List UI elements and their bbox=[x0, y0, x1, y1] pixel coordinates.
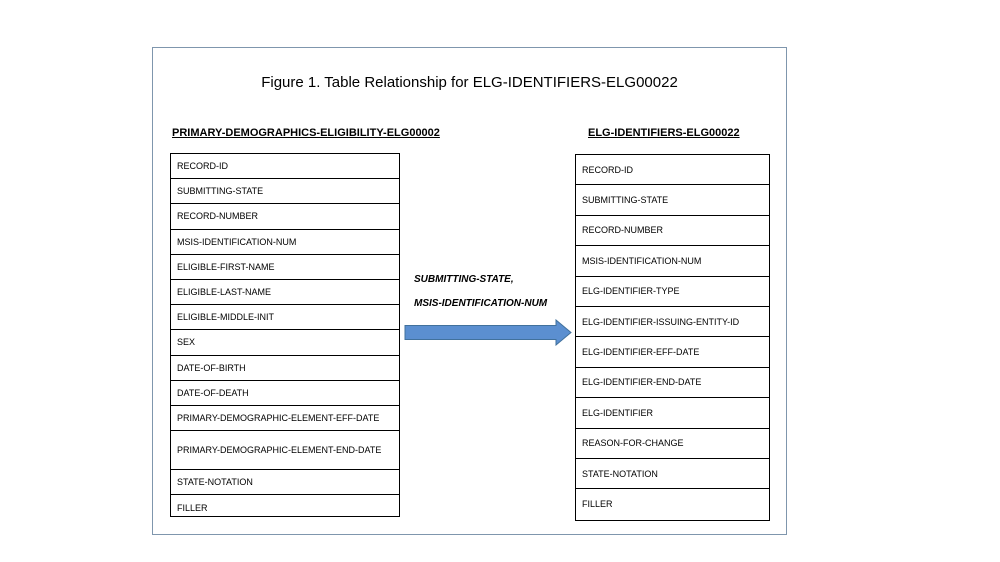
right-field-row: ELG-IDENTIFIER bbox=[576, 398, 769, 428]
left-field-row: ELIGIBLE-MIDDLE-INIT bbox=[171, 305, 399, 330]
right-field-row: SUBMITTING-STATE bbox=[576, 185, 769, 215]
left-field-row: PRIMARY-DEMOGRAPHIC-ELEMENT-END-DATE bbox=[171, 431, 399, 470]
left-field-row: STATE-NOTATION bbox=[171, 470, 399, 495]
figure-title: Figure 1. Table Relationship for ELG-IDENTIFIERS-ELG00022 bbox=[261, 74, 678, 91]
relationship-arrow-icon bbox=[404, 319, 572, 346]
left-table-heading: PRIMARY-DEMOGRAPHICS-ELIGIBILITY-ELG00002 bbox=[172, 127, 440, 139]
left-field-row: RECORD-NUMBER bbox=[171, 204, 399, 229]
left-field-row: PRIMARY-DEMOGRAPHIC-ELEMENT-EFF-DATE bbox=[171, 406, 399, 431]
left-field-row: MSIS-IDENTIFICATION-NUM bbox=[171, 230, 399, 255]
left-field-row: RECORD-ID bbox=[171, 154, 399, 179]
join-key-label: SUBMITTING-STATE, bbox=[414, 274, 514, 285]
right-field-row: ELG-IDENTIFIER-END-DATE bbox=[576, 368, 769, 398]
right-field-row: REASON-FOR-CHANGE bbox=[576, 429, 769, 459]
right-field-row: ELG-IDENTIFIER-ISSUING-ENTITY-ID bbox=[576, 307, 769, 337]
join-key-label: MSIS-IDENTIFICATION-NUM bbox=[414, 298, 548, 309]
right-table-heading: ELG-IDENTIFIERS-ELG00022 bbox=[588, 127, 740, 139]
left-field-row: DATE-OF-DEATH bbox=[171, 381, 399, 406]
right-field-row: RECORD-ID bbox=[576, 155, 769, 185]
right-field-row: MSIS-IDENTIFICATION-NUM bbox=[576, 246, 769, 276]
right-table bbox=[575, 154, 770, 521]
left-field-row: FILLER bbox=[177, 502, 208, 513]
left-field-row: DATE-OF-BIRTH bbox=[171, 356, 399, 381]
left-table bbox=[170, 153, 400, 517]
left-field-row: ELIGIBLE-FIRST-NAME bbox=[171, 255, 399, 280]
right-field-row: STATE-NOTATION bbox=[576, 459, 769, 489]
left-field-row: SUBMITTING-STATE bbox=[171, 179, 399, 204]
left-field-row: ELIGIBLE-LAST-NAME bbox=[171, 280, 399, 305]
right-field-row: ELG-IDENTIFIER-EFF-DATE bbox=[576, 337, 769, 367]
right-field-row: FILLER bbox=[582, 499, 613, 510]
right-field-row: RECORD-NUMBER bbox=[576, 216, 769, 246]
right-field-row: ELG-IDENTIFIER-TYPE bbox=[576, 277, 769, 307]
left-field-row: SEX bbox=[171, 330, 399, 355]
